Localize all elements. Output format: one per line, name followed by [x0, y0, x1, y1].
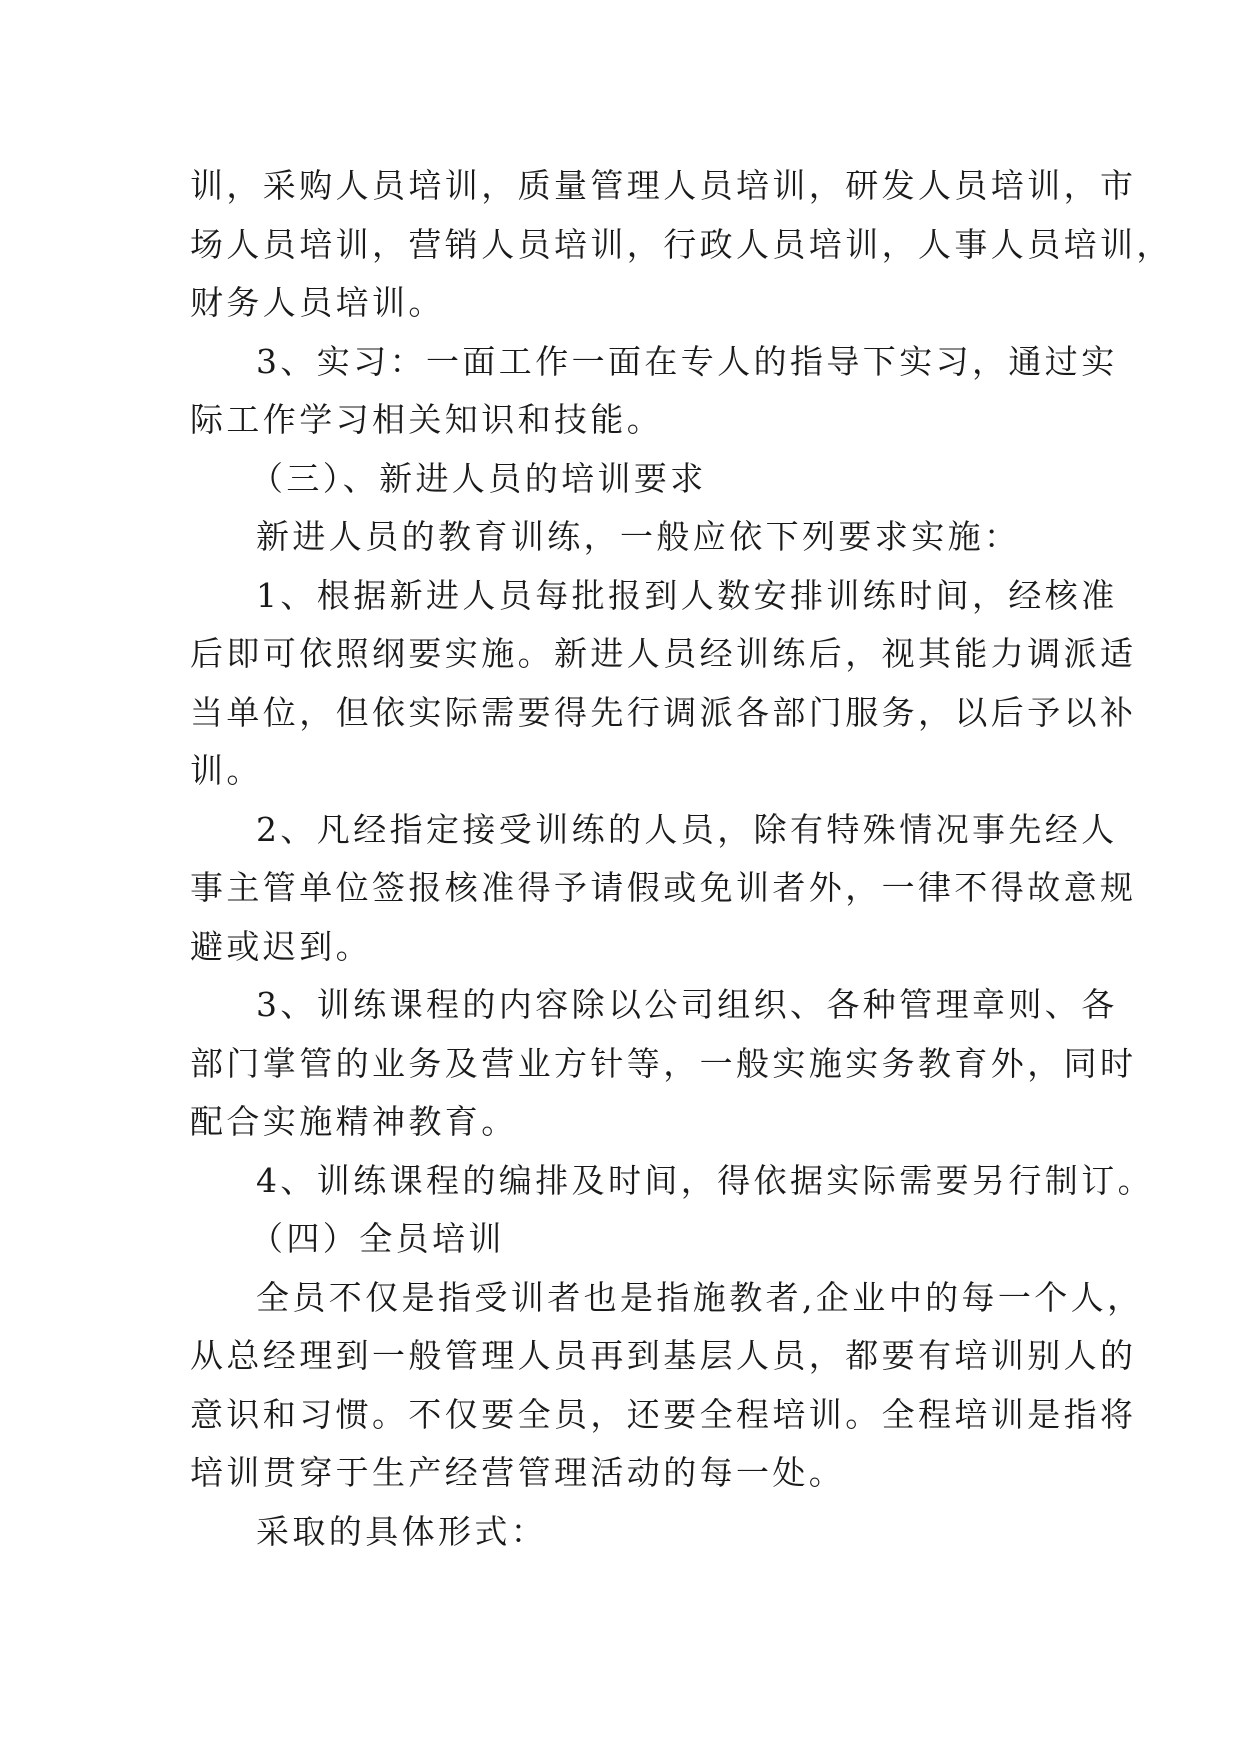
- text-line: 训。: [190, 751, 263, 790]
- text-line: 场人员培训，营销人员培训，行政人员培训，人事人员培训，: [190, 224, 1173, 264]
- text-line: 训，采购人员培训，质量管理人员培训，研发人员培训，市: [190, 166, 1137, 205]
- text-line: 避或迟到。: [190, 926, 372, 966]
- section-heading: （三）、新进人员的培训要求: [250, 458, 707, 498]
- paragraph-start-line: 全员不仅是指受训者也是指施教者,企业中的每一个人，: [256, 1277, 1144, 1317]
- text-line: 事主管单位签报核准得予请假或免训者外，一律不得故意规: [190, 868, 1137, 907]
- text-line: 从总经理到一般管理人员再到基层人员，都要有培训别人的: [190, 1336, 1137, 1375]
- paragraph-start-line: 3、实习：一面工作一面在专人的指导下实习，通过实: [256, 341, 1118, 381]
- text-line: 后即可依照纲要实施。新进人员经训练后，视其能力调派适: [190, 634, 1137, 673]
- document-body: [190, 157, 1173, 1561]
- text-line: 际工作学习相关知识和技能。: [190, 400, 664, 439]
- paragraph-start-line: 4、训练课程的编排及时间，得依据实际需要另行制订。: [256, 1160, 1154, 1200]
- paragraph-start-line: 1、根据新进人员每批报到人数安排训练时间，经核准: [256, 575, 1118, 615]
- text-line: 意识和习惯。不仅要全员，还要全程培训。全程培训是指将: [190, 1394, 1137, 1434]
- text-line: 配合实施精神教育。: [190, 1102, 518, 1141]
- paragraph-start-line: 采取的具体形式：: [256, 1511, 548, 1551]
- paragraph-start-line: 新进人员的教育训练，一般应依下列要求实施：: [256, 517, 1021, 556]
- paragraph-start-line: 2、凡经指定接受训练的人员，除有特殊情况事先经人: [256, 809, 1118, 849]
- paragraph-start-line: 3、训练课程的内容除以公司组织、各种管理章则、各: [256, 985, 1118, 1024]
- text-line: 培训贯穿于生产经营管理活动的每一处。: [190, 1453, 846, 1492]
- section-heading: （四）全员培训: [250, 1219, 505, 1258]
- text-line: 部门掌管的业务及营业方针等，一般实施实务教育外，同时: [190, 1043, 1137, 1083]
- text-line: 当单位，但依实际需要得先行调派各部门服务，以后予以补: [190, 692, 1137, 732]
- text-line: 财务人员培训。: [190, 283, 445, 322]
